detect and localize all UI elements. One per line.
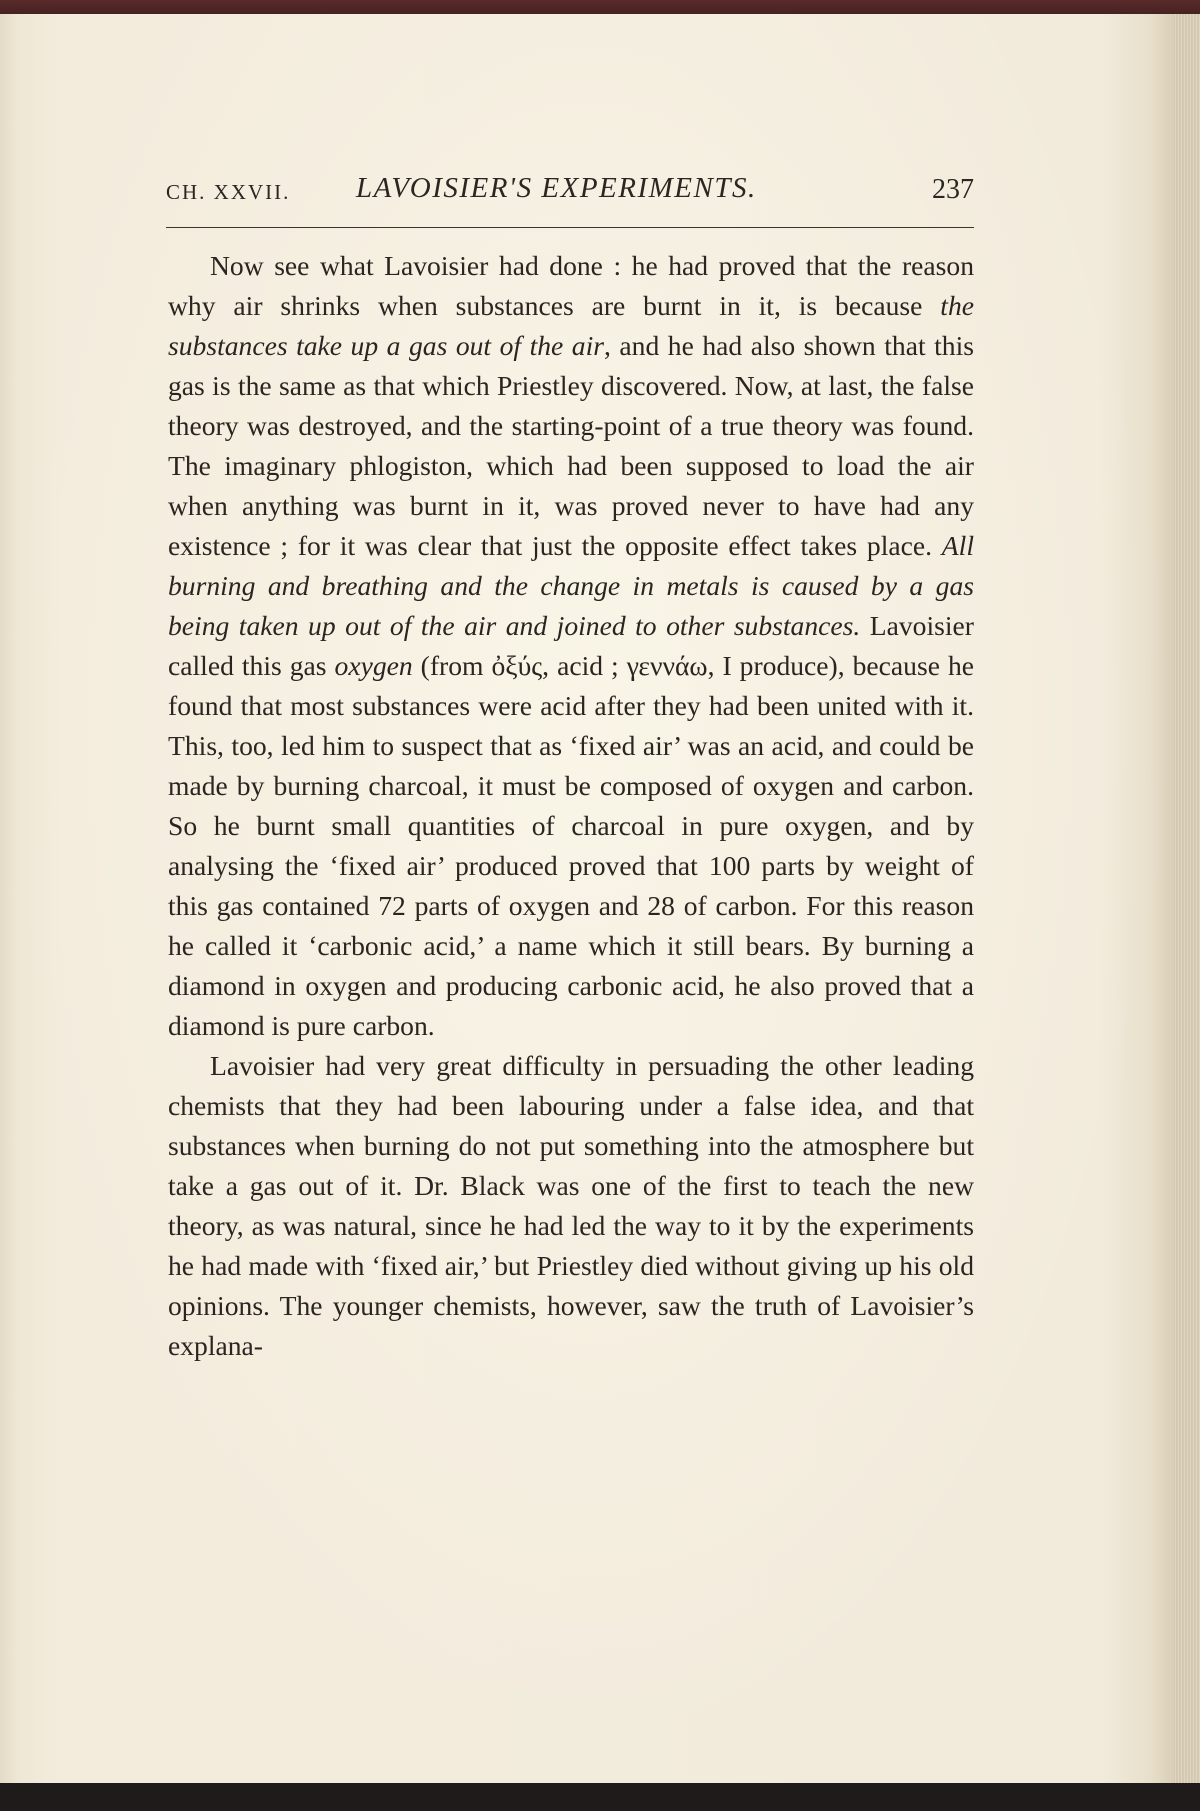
- text-span: Lavoisier had very great difficulty in persuading the other leading chemists that they had been labouring under a false idea, and that substances when burning do not put something into the atmosphere but take a gas out of it. Dr. Black was one of the first to teach the new theory, as was natural, since he had led the way to it by the experiments he had made with ‘fixed air,’ but Priestley died without giving up his old opinions. The younger chemists, however, saw the truth of Lavoisier’s explana-: [168, 1050, 974, 1361]
- text-span: Now see what Lavoisier had done : he had proved that the reason why air shrinks when substances are burnt in it, is because: [168, 250, 974, 321]
- body-text: [168, 246, 974, 1366]
- paragraph: [168, 1046, 974, 1366]
- running-header: [166, 168, 974, 208]
- running-title: LAVOISIER'S EXPERIMENTS.: [356, 172, 757, 204]
- italic-span: the substances take up a gas out of the air: [168, 290, 974, 361]
- chapter-label: CH. XXVII.: [166, 180, 291, 204]
- text-span: , and he had also shown that this gas is the same as that which Priestley discovered. Now, at last, the false theory was destroyed, and the starting-point of a true theory was found. The imaginary phlogiston, which had been supposed to load the air when anything was burnt in it, was proved never to have had any existence ; for it was clear that just the opposite effect takes place.: [168, 330, 974, 561]
- italic-span: oxygen: [334, 650, 413, 681]
- page-stack-edge: [1174, 14, 1200, 1786]
- text-span: Lavoisier called this gas: [168, 610, 974, 681]
- page-number: 237: [932, 174, 974, 205]
- text-span: (from ὀξύς, acid ; γεννάω, I produce), because he found that most substances were acid after they had been united with it. This, too, led him to suspect that as ‘fixed air’ was an acid, and could be made by burning charcoal, it must be composed of oxygen and carbon. So he burnt small quantities of charcoal in pure oxygen, and by analysing the ‘fixed air’ produced proved that 100 parts by weight of this gas contained 72 parts of oxygen and 28 of carbon. For this reason he called it ‘carbonic acid,’ a name which it still bears. By burning a diamond in oxygen and producing carbonic acid, he also proved that a diamond is pure carbon.: [168, 650, 975, 1041]
- paragraph: [168, 246, 974, 1046]
- header-rule: [166, 227, 974, 228]
- bottom-edge: [0, 1783, 1200, 1811]
- italic-span: All burning and breathing and the change in metals is caused by a gas being taken up out of the air and joined to other substances.: [168, 530, 974, 641]
